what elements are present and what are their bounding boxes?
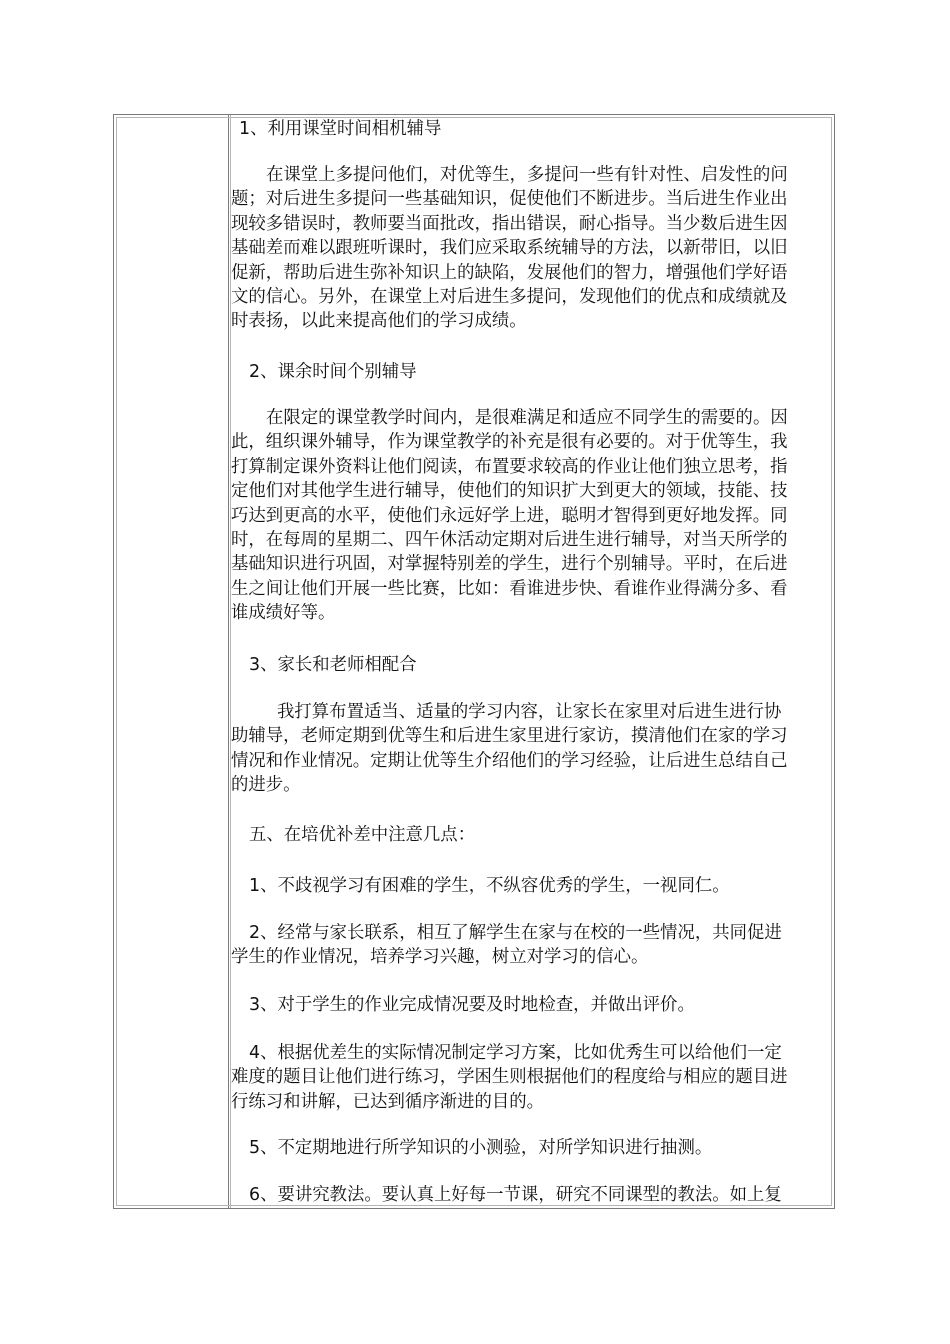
text-line: 难度的题目让他们进行练习，学困生则根据他们的程度给与相应的题目进 bbox=[231, 1067, 788, 1088]
section-heading-notes bbox=[249, 823, 830, 847]
text-line: 生之间让他们开展一些比赛，比如：看谁进步快、看谁作业得满分多、看 bbox=[231, 578, 788, 599]
note-item-3 bbox=[249, 993, 830, 1017]
text-line: 此，组织课外辅导，作为课堂教学的补充是很有必要的。对于优等生，我 bbox=[231, 432, 788, 453]
left-column-cell bbox=[114, 115, 228, 1208]
text-line: 基础知识进行巩固，对掌握特别差的学生，进行个别辅导。平时，在后进 bbox=[231, 554, 788, 575]
text-line: 在限定的课堂教学时间内，是很难满足和适应不同学生的需要的。因 bbox=[266, 408, 788, 428]
subheading-text: 1、利用课堂时间相机辅导 bbox=[239, 119, 442, 139]
text-line: 谁成绩好等。 bbox=[231, 603, 336, 624]
text-line: 2、经常与家长联系，相互了解学生在家与在校的一些情况，共同促进 bbox=[249, 923, 782, 943]
note-item-1 bbox=[249, 874, 830, 898]
text-line: 现较多错误时，教师要当面批改，指出错误，耐心指导。当少数后进生因 bbox=[231, 213, 788, 234]
section-heading-text: 五、在培优补差中注意几点： bbox=[249, 825, 476, 845]
text-line: 巧达到更高的水平，使他们永远好学上进，聪明才智得到更好地发挥。同 bbox=[231, 505, 788, 526]
text-line: 5、不定期地进行所学知识的小测验，对所学知识进行抽测。 bbox=[249, 1138, 713, 1158]
text-line: 我打算布置适当、适量的学习内容，让家长在家里对后进生进行协 bbox=[277, 702, 782, 722]
note-item-5 bbox=[249, 1136, 830, 1160]
note-item-6 bbox=[249, 1183, 830, 1207]
text-line: 6、要讲究教法。要认真上好每一节课，研究不同课型的教法。如上复 bbox=[249, 1185, 782, 1205]
subheading-text: 3、家长和老师相配合 bbox=[249, 655, 417, 675]
text-line: 的进步。 bbox=[231, 775, 301, 796]
text-line: 情况和作业情况。定期让优等生介绍他们的学习经验，让后进生总结自己 bbox=[231, 750, 788, 771]
subheading-after-class-tutoring bbox=[249, 360, 830, 384]
paragraph-after-class-tutoring bbox=[231, 406, 830, 626]
text-line: 3、对于学生的作业完成情况要及时地检查，并做出评价。 bbox=[249, 995, 695, 1015]
note-item-2 bbox=[231, 921, 830, 970]
subheading-parent-teacher bbox=[249, 653, 830, 677]
text-line: 时表扬，以此来提高他们的学习成绩。 bbox=[231, 311, 527, 332]
note-item-4 bbox=[231, 1041, 830, 1114]
right-column-cell bbox=[231, 115, 830, 1208]
text-line: 1、不歧视学习有困难的学生，不纵容优秀的学生，一视同仁。 bbox=[249, 876, 730, 896]
text-line: 时，在每周的星期二、四午休活动定期对后进生进行辅导，对当天所学的 bbox=[231, 529, 788, 550]
text-line: 行练习和讲解，已达到循序渐进的目的。 bbox=[231, 1091, 545, 1112]
text-line: 在课堂上多提问他们，对优等生，多提问一些有针对性、启发性的问 bbox=[266, 165, 788, 185]
text-line: 基础差而难以跟班听课时，我们应采取系统辅导的方法，以新带旧，以旧 bbox=[231, 238, 788, 259]
subheading-text: 2、课余时间个别辅导 bbox=[249, 362, 417, 382]
text-line: 题；对后进生多提问一些基础知识，促使他们不断进步。当后进生作业出 bbox=[231, 189, 788, 210]
text-line: 4、根据优差生的实际情况制定学习方案，比如优秀生可以给他们一定 bbox=[249, 1043, 782, 1063]
text-line: 打算制定课外资料让他们阅读，布置要求较高的作业让他们独立思考，指 bbox=[231, 456, 788, 477]
text-line: 促新，帮助后进生弥补知识上的缺陷，发展他们的智力，增强他们学好语 bbox=[231, 262, 788, 283]
text-line: 文的信心。另外，在课堂上对后进生多提问，发现他们的优点和成绩就及 bbox=[231, 286, 788, 307]
text-line: 定他们对其他学生进行辅导，使他们的知识扩大到更大的领域，技能、技 bbox=[231, 481, 788, 502]
text-line: 助辅导，老师定期到优等生和后进生家里进行家访，摸清他们在家的学习 bbox=[231, 726, 788, 747]
subheading-classroom-tutoring bbox=[239, 117, 830, 141]
paragraph-classroom-tutoring bbox=[231, 163, 830, 334]
text-line: 学生的作业情况，培养学习兴趣，树立对学习的信心。 bbox=[231, 947, 649, 968]
paragraph-parent-teacher bbox=[231, 700, 830, 798]
content-table bbox=[113, 114, 835, 1209]
